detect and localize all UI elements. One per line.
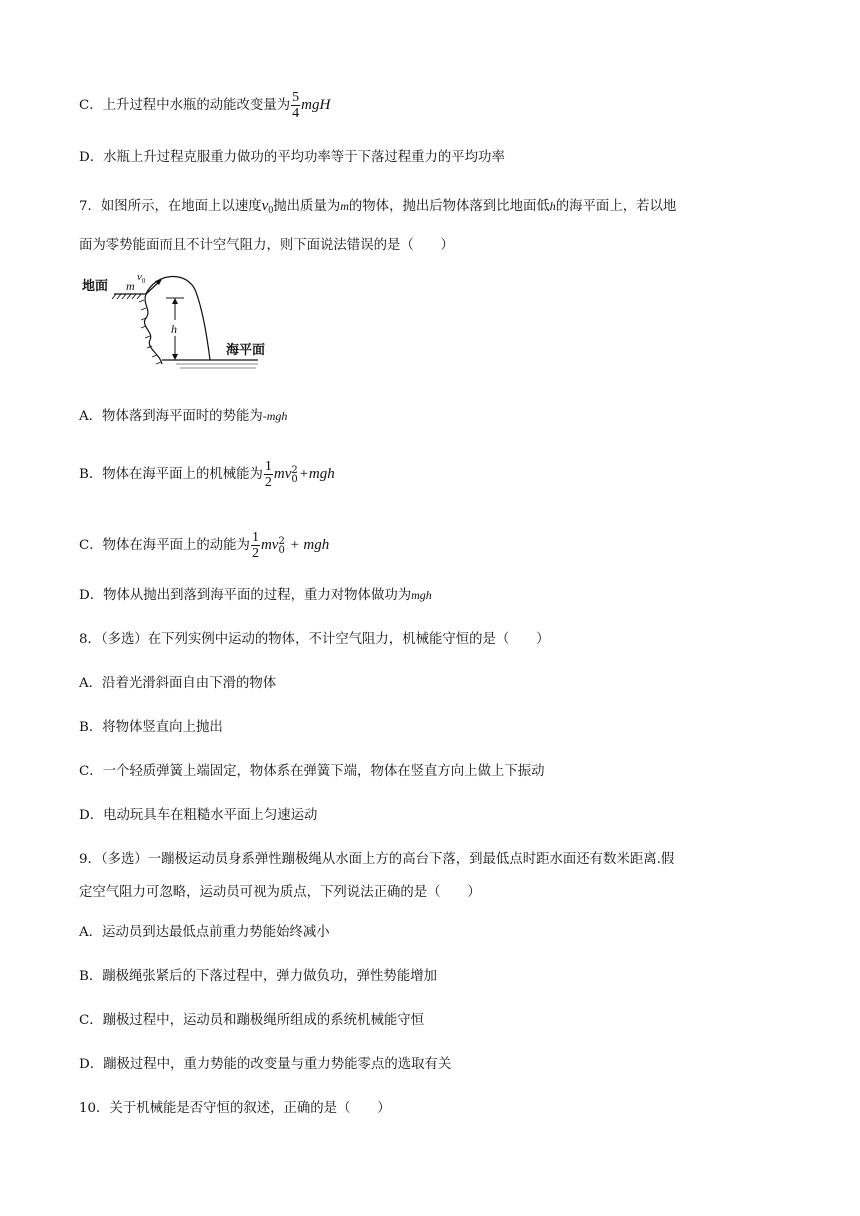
ground-label: 地面 [82, 279, 109, 294]
h-symbol: h [549, 199, 556, 213]
q7-option-b-suffix: +mgh [298, 466, 335, 482]
mv-scripts [278, 537, 284, 555]
q7-stem-text-a: 7．如图所示，在地面上以速度 [79, 199, 262, 214]
q6-option-c [79, 90, 330, 121]
subscript: 0 [278, 544, 285, 556]
fraction-numerator: 1 [251, 530, 259, 545]
q6-option-c-fraction [291, 90, 300, 121]
h-arrowhead-down [172, 354, 178, 360]
q7-option-b-fraction [264, 459, 273, 490]
q10-stem: 10．关于机械能是否守恒的叙述，正确的是（ ） [79, 1101, 391, 1116]
q6-option-c-math: mgH [301, 97, 331, 113]
fraction-denominator: 2 [251, 546, 259, 561]
q7-option-d-math: mgh [411, 588, 432, 602]
q7-option-d-text: D．物体从抛出到落到海平面的过程，重力对物体做功为 [79, 588, 412, 603]
fraction-denominator: 2 [264, 475, 272, 490]
fraction-denominator: 4 [292, 106, 300, 121]
q8-option-c: C．一个轻质弹簧上端固定，物体系在弹簧下端，物体在竖直方向上做上下振动 [79, 764, 545, 779]
mv-term: mv [260, 537, 279, 553]
h-arrowhead-up [172, 298, 178, 304]
q7-option-b-text: B．物体在海平面上的机械能为 [79, 467, 263, 482]
v0-symbol [262, 198, 274, 214]
q7-option-a [79, 406, 287, 427]
sea-water-lines [176, 364, 258, 368]
superscript: 2 [291, 464, 298, 476]
q7-option-a-math: -mgh [262, 409, 288, 423]
q9-option-a: A．运动员到达最低点前重力势能始终减小 [79, 925, 330, 940]
q7-option-c [79, 530, 329, 561]
subscript: 0 [291, 473, 298, 485]
v0-label-subscript: 0 [141, 277, 146, 285]
fraction-numerator: 5 [292, 90, 300, 105]
q7-stem-line1 [79, 196, 676, 221]
q8-option-a: A．沿着光滑斜面自由下滑的物体 [79, 676, 277, 691]
q8-option-d: D．电动玩具车在粗糙水平面上匀速运动 [79, 808, 318, 823]
v-letter: v [261, 198, 269, 214]
h-label: h [171, 322, 177, 336]
superscript: 2 [278, 535, 285, 547]
cliff-face [144, 294, 162, 364]
sea-level-label: 海平面 [226, 343, 266, 358]
q7-option-a-text: A．物体落到海平面时的势能为 [79, 409, 263, 424]
q9-stem-line2: 定空气阻力可忽略，运动员可视为质点，下列说法正确的是（ ） [79, 885, 481, 900]
m-symbol: m [340, 199, 349, 213]
q7-stem-text-d: 的海平面上，若以地 [555, 199, 677, 214]
q9-stem-line1: 9．（多选）一蹦极运动员身系弹性蹦极绳从水面上方的高台下落，到最低点时距水面还有数米距离.假 [79, 852, 675, 867]
projectile-cliff-diagram [80, 268, 280, 380]
q7-option-c-text: C．物体在海平面上的动能为 [79, 538, 250, 553]
q6-option-c-text: C．上升过程中水瓶的动能改变量为 [79, 98, 291, 113]
q7-option-b [79, 459, 335, 490]
mv-scripts [291, 466, 297, 484]
v-subscript: 0 [268, 205, 274, 216]
q9-option-c: C．蹦极过程中，运动员和蹦极绳所组成的系统机械能守恒 [79, 1013, 425, 1028]
mv-term: mv [273, 466, 292, 482]
q8-stem: 8．（多选）在下列实例中运动的物体，不计空气阻力，机械能守恒的是（ ） [79, 632, 550, 647]
q6-option-d: D．水瓶上升过程克服重力做功的平均功率等于下落过程重力的平均功率 [79, 150, 505, 165]
trajectory-curve [146, 276, 210, 360]
v0-label-letter: v [137, 271, 142, 283]
q8-option-b: B．将物体竖直向上抛出 [79, 720, 223, 735]
cliff-hatching [139, 300, 161, 364]
ground-hatching [112, 294, 141, 299]
q7-option-c-fraction [251, 530, 260, 561]
q7-stem-text-c: 的物体，抛出后物体落到比地面低 [348, 199, 550, 214]
q7-stem-text-b: 抛出质量为 [273, 199, 341, 214]
q7-stem-line2: 面为零势能面而且不计空气阻力，则下面说法错误的是（ ） [79, 238, 454, 253]
q9-option-d: D．蹦极过程中，重力势能的改变量与重力势能零点的选取有关 [79, 1057, 452, 1072]
q9-option-b: B．蹦极绳张紧后的下落过程中，弹力做负功，弹性势能增加 [79, 969, 437, 984]
q7-option-d [79, 585, 432, 606]
v0-label [137, 271, 146, 285]
q7-option-c-suffix: + mgh [285, 537, 330, 553]
m-label: m [126, 279, 135, 293]
fraction-numerator: 1 [264, 459, 272, 474]
